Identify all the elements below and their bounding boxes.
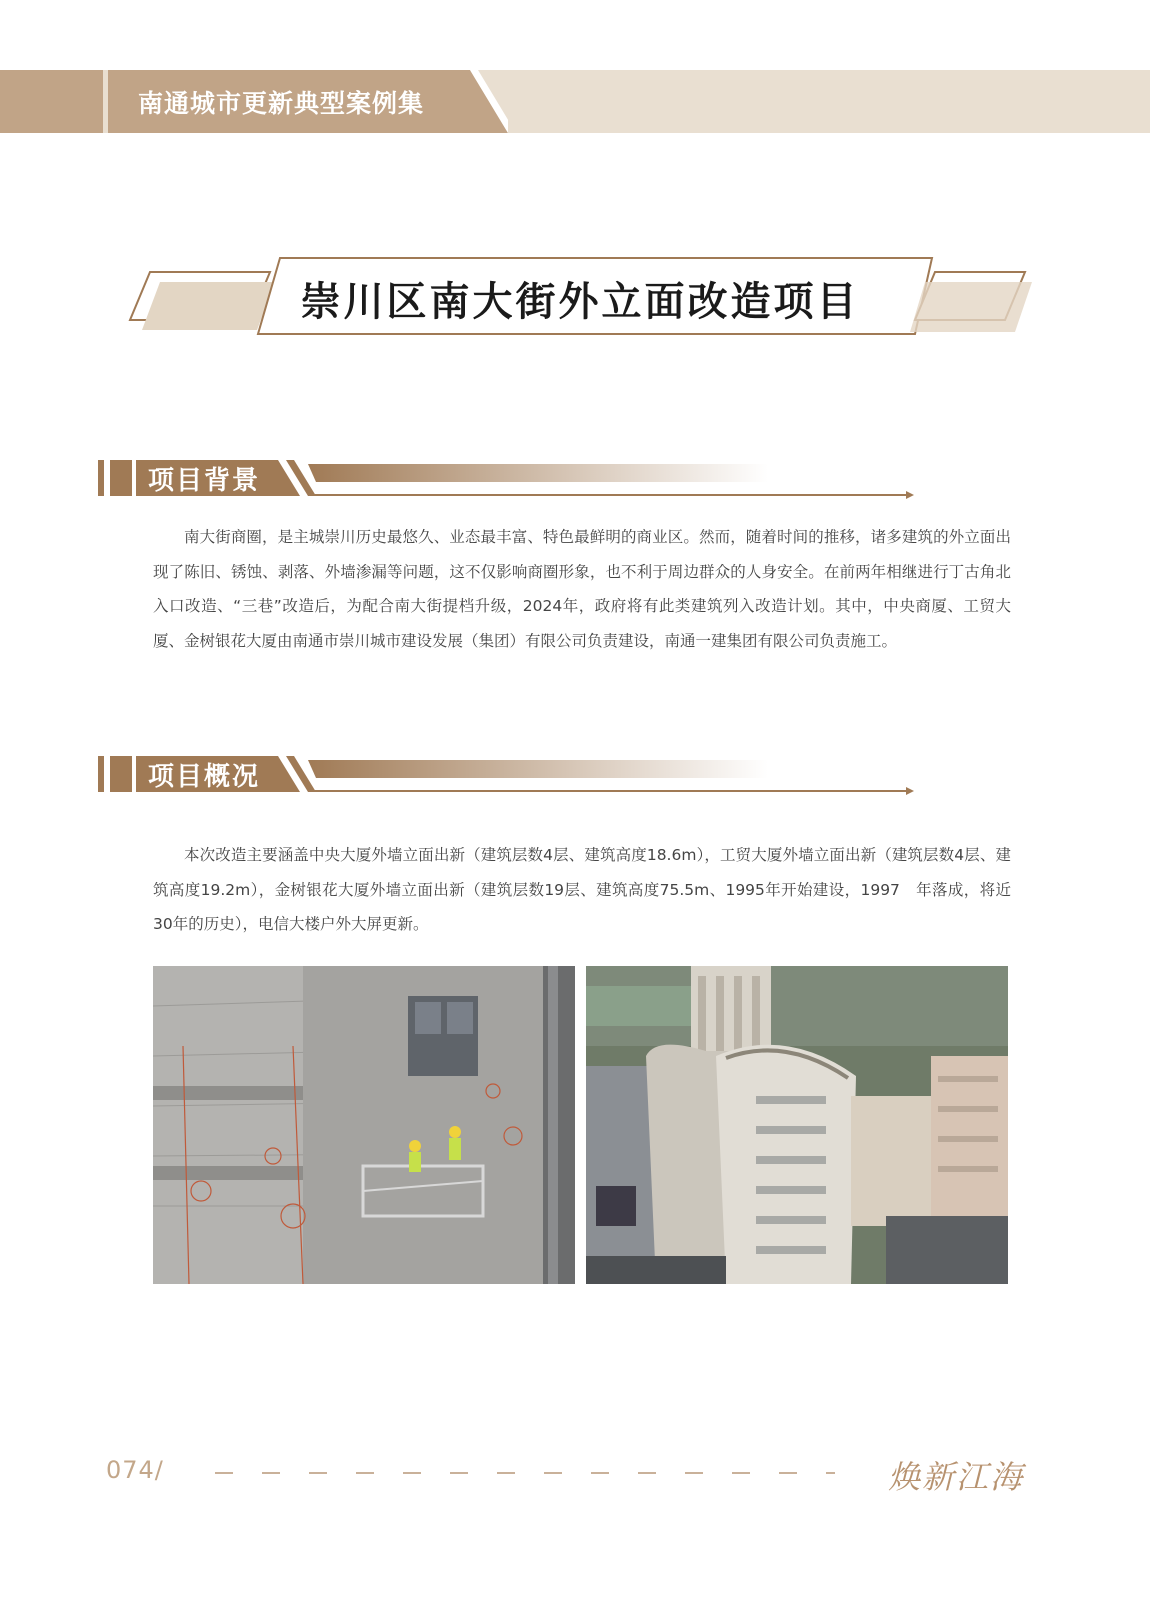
background-paragraph: 南大街商圈，是主城崇川历史最悠久、业态最丰富、特色最鲜明的商业区。然而，随着时间的推移，诸多建筑的外立面出现了陈旧、锈蚀、剥落、外墙渗漏等问题，这不仅影响商圈形象，也不利于周边群众的人身安全。在前两年相继进行丁古角北入口改造、“三巷”改造后，为配合南大街提档升级，2024年，政府将有此类建筑列入改造计划。其中，中央商厦、工贸大厦、金树银花大厦由南通市崇川城市建设发展（集团）有限公司负责建设，南通一建集团有限公司负责施工。 (153, 528, 1011, 650)
header-tab-block (0, 70, 103, 133)
section-title-overview: 项目概况 (148, 762, 261, 792)
header-title-box (108, 70, 508, 133)
section-heading-background (98, 454, 918, 502)
section-title-background: 项目背景 (148, 466, 261, 496)
main-title: 崇川区南大街外立面改造项目 (300, 279, 860, 325)
page-number: 074/ (106, 1456, 164, 1484)
main-title-frame (120, 250, 1040, 340)
footer-brand-logo: 焕新江海 (888, 1458, 1025, 1496)
section-heading-overview (98, 750, 918, 798)
overview-paragraph: 本次改造主要涵盖中央大厦外墙立面出新（建筑层数4层、建筑高度18.6m），工贸大厦外墙立面出新（建筑层数4层、建筑高度19.2m），金树银花大厦外墙立面出新（建筑层数19层、建筑高度75.5m、1995年开始建设，1997 年落成，将近30年的历史），电信大楼户外大屏更新。 (153, 846, 1011, 933)
footer-dash-divider (215, 1472, 835, 1474)
header-title: 南通城市更新典型案例集 (138, 89, 425, 118)
photo-facade-workers (153, 966, 575, 1284)
photo-aerial-building (586, 966, 1008, 1284)
